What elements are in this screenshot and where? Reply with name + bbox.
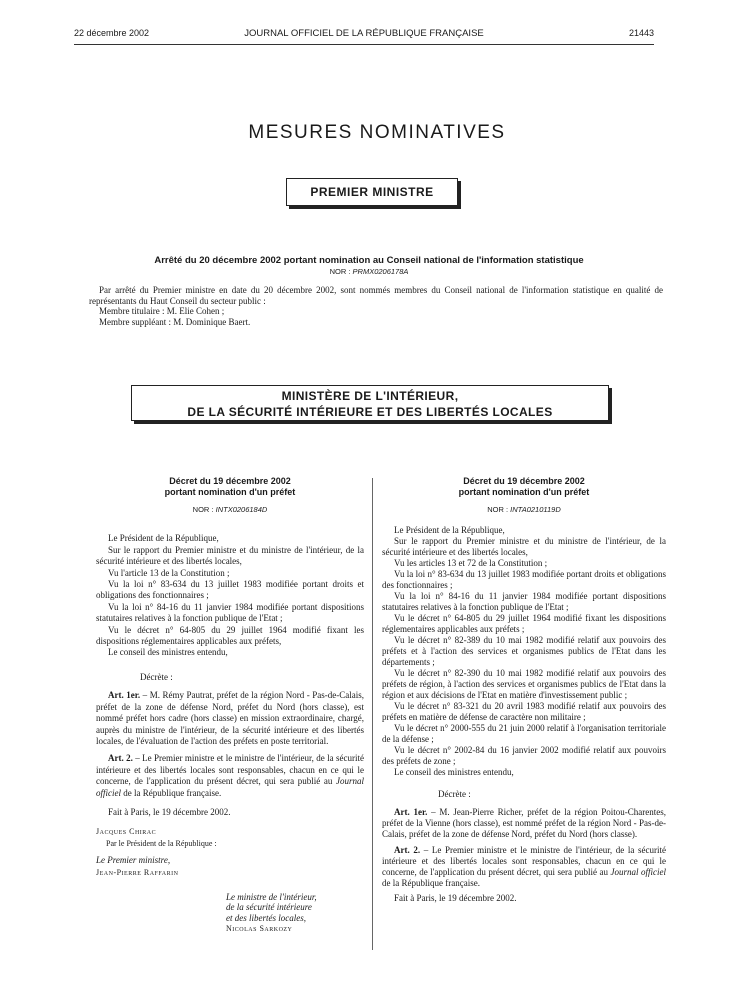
journal-officiel: Journal officiel bbox=[96, 776, 364, 798]
right-conseil: Le conseil des ministres entendu, bbox=[394, 767, 514, 777]
arrete-paragraph: Par arrêté du Premier ministre en date du 20 décembre 2002, sont nommés membres du Conseil national de l'information statistique en qualité de représentants du Haut Conseil du secteur public : bbox=[89, 285, 663, 306]
article-text-end: de la République française. bbox=[121, 787, 222, 798]
nor-label: NOR : bbox=[487, 505, 509, 514]
right-decret bbox=[382, 476, 666, 904]
column-divider bbox=[372, 478, 373, 950]
header-divider bbox=[74, 44, 654, 45]
left-par-le-president: Par le Président de la République : bbox=[106, 838, 217, 848]
ministere-line-1: MINISTÈRE DE L'INTÉRIEUR, bbox=[281, 389, 459, 403]
left-vu-2: Vu la loi n° 83-634 du 13 juillet 1983 modifiée portant droits et obligations des fonctionnaires ; bbox=[96, 579, 364, 601]
nor-code: INTA0210119D bbox=[510, 505, 561, 514]
right-vu-2: Vu la loi n° 83-634 du 13 juillet 1983 modifiée portant droits et obligations des fonctionnaires ; bbox=[382, 569, 666, 590]
left-min-role-3: et des libertés locales, bbox=[226, 912, 306, 923]
left-min-role-1: Le ministre de l'intérieur, bbox=[226, 891, 317, 902]
right-vu-1: Vu les articles 13 et 72 de la Constitution ; bbox=[394, 558, 548, 568]
nor-code: PRMX0206178A bbox=[352, 267, 409, 276]
article-label: Art. 2. bbox=[108, 753, 133, 764]
article-text: – Le Premier ministre et le ministre de l'intérieur, de la sécurité intérieure et des libertés locales sont responsables, chacun en ce qui le concerne, de l'application du présent décret, qui sera publié au bbox=[96, 753, 364, 787]
section-title: MESURES NOMINATIVES bbox=[248, 122, 506, 143]
right-article-1 bbox=[382, 807, 666, 840]
left-decret-nor bbox=[96, 504, 364, 515]
arrete-title: Arrêté du 20 décembre 2002 portant nomination au Conseil national de l'information statistique bbox=[154, 255, 584, 266]
right-fait: Fait à Paris, le 19 décembre 2002. bbox=[394, 893, 517, 903]
right-vu-4: Vu le décret n° 64-805 du 29 juillet 1964 modifié fixant les dispositions réglementaires applicables aux préfets ; bbox=[382, 613, 666, 634]
right-article-2 bbox=[382, 845, 666, 889]
page-number: 21443 bbox=[628, 28, 654, 38]
left-decret-title-1: Décret du 19 décembre 2002 bbox=[169, 476, 291, 486]
premier-ministre-label: PREMIER MINISTRE bbox=[310, 185, 434, 199]
right-president: Le Président de la République, bbox=[394, 525, 505, 535]
left-fait: Fait à Paris, le 19 décembre 2002. bbox=[108, 806, 231, 817]
article-label: Art. 2. bbox=[394, 845, 421, 855]
right-vu-3: Vu la loi n° 84-16 du 11 janvier 1984 modifiée portant dispositions statutaires relatives à la fonction publique de l'Etat ; bbox=[382, 591, 666, 612]
article-label: Art. 1er. bbox=[108, 690, 141, 701]
left-decrete: Décrète : bbox=[140, 671, 173, 682]
journal-title: JOURNAL OFFICIEL DE LA RÉPUBLIQUE FRANÇAISE bbox=[244, 28, 484, 39]
right-decret-nor bbox=[382, 504, 666, 515]
arrete-line-titulaire: Membre titulaire : M. Elie Cohen ; bbox=[99, 306, 225, 317]
article-text: – Le Premier ministre et le ministre de l'intérieur, de la sécurité intérieure et des libertés locales sont responsables, chacun en ce qui le concerne, de l'application du présent décret, qui sera publié au bbox=[382, 845, 666, 877]
right-vu-8: Vu le décret n° 2000-555 du 21 juin 2000 relatif à l'organisation territoriale de la défense ; bbox=[382, 723, 666, 744]
left-vu-4: Vu le décret n° 64-805 du 29 juillet 1964 modifié fixant les dispositions réglementaires applicables aux préfets, bbox=[96, 624, 364, 647]
right-vu-6: Vu le décret n° 82-390 du 10 mai 1982 modifié relatif aux pouvoirs des préfets de région, à l'action des services et organismes publics de l'Etat dans la région et aux décisions de l'Etat en matière d'investissement public ; bbox=[382, 668, 666, 700]
left-decret-title-2: portant nomination d'un préfet bbox=[164, 487, 296, 497]
arrete-body bbox=[89, 285, 663, 327]
article-text: – M. Rémy Pautrat, préfet de la région Nord - Pas-de-Calais, préfet de la zone de défense Nord, préfet du Nord (hors classe), est nommé préfet hors cadre (hors classe) en mission extraordinaire, chargé, auprès du ministre de l'intérieur, de la sécurité intérieure et des libertés locales, de l'évaluation de l'action des préfets en poste territorial. bbox=[96, 690, 364, 746]
article-text-end: de la République française. bbox=[382, 878, 480, 888]
left-conseil: Le conseil des ministres entendu, bbox=[108, 647, 228, 658]
right-decret-title-1: Décret du 19 décembre 2002 bbox=[463, 476, 585, 486]
left-article-1 bbox=[96, 690, 364, 747]
left-min-role-2: de la sécurité intérieure bbox=[226, 902, 312, 913]
left-vu-1: Vu l'article 13 de la Constitution ; bbox=[108, 567, 230, 578]
right-vu-9: Vu le décret n° 2002-84 du 16 janvier 2002 modifié relatif aux pouvoirs des préfets de zone ; bbox=[382, 745, 666, 766]
right-vu-5: Vu le décret n° 82-389 du 10 mai 1982 modifié relatif aux pouvoirs des préfets et à l'action des services et organismes publics de l'Etat dans les départements ; bbox=[382, 635, 666, 667]
right-decret-title-2: portant nomination d'un préfet bbox=[458, 487, 590, 497]
left-article-2 bbox=[96, 753, 364, 799]
right-vu-7: Vu le décret n° 83-321 du 20 avril 1983 modifié relatif aux pouvoirs des préfets en matière de défense de caractère non militaire ; bbox=[382, 701, 666, 722]
left-decret bbox=[96, 476, 364, 935]
header-date: 22 décembre 2002 bbox=[74, 28, 150, 38]
premier-ministre-box bbox=[286, 178, 458, 206]
ministere-line-2: DE LA SÉCURITÉ INTÉRIEURE ET DES LIBERTÉS LOCALES bbox=[187, 405, 553, 419]
article-text: – M. Jean-Pierre Richer, préfet de la région Poitou-Charentes, préfet de la Vienne (hors classe), est nommé préfet de la région Nord - Pas-de-Calais, préfet de la zone de défense Nord, préfet du Nord (hors classe). bbox=[382, 807, 666, 839]
right-rapport: Sur le rapport du Premier ministre et du ministre de l'intérieur, de la sécurité intérieure et des libertés locales, bbox=[382, 536, 666, 557]
left-min-name: Nicolas Sarkozy bbox=[226, 924, 293, 934]
nor-label: NOR : bbox=[329, 267, 351, 276]
nor-label: NOR : bbox=[192, 505, 214, 514]
arrete-nor bbox=[74, 267, 664, 276]
left-pm-role: Le Premier ministre, bbox=[96, 855, 171, 866]
left-pm-name: Jean-Pierre Raffarin bbox=[96, 867, 179, 877]
right-decrete: Décrète : bbox=[438, 789, 471, 799]
ministere-box bbox=[131, 385, 609, 421]
left-rapport: Sur le rapport du Premier ministre et du ministre de l'intérieur, de la sécurité intérieure et des libertés locales, bbox=[96, 544, 364, 567]
left-vu-3: Vu la loi n° 84-16 du 11 janvier 1984 modifiée portant dispositions statutaires relatives à la fonction publique de l'Etat ; bbox=[96, 601, 364, 624]
running-header bbox=[74, 28, 654, 42]
left-president: Le Président de la République, bbox=[108, 533, 219, 544]
article-label: Art. 1er. bbox=[394, 807, 428, 817]
journal-officiel: Journal officiel bbox=[610, 867, 666, 877]
left-signature-president: Jacques Chirac bbox=[96, 827, 157, 837]
arrete-line-suppleant: Membre suppléant : M. Dominique Baert. bbox=[99, 316, 251, 327]
nor-code: INTX0206184D bbox=[215, 505, 268, 514]
